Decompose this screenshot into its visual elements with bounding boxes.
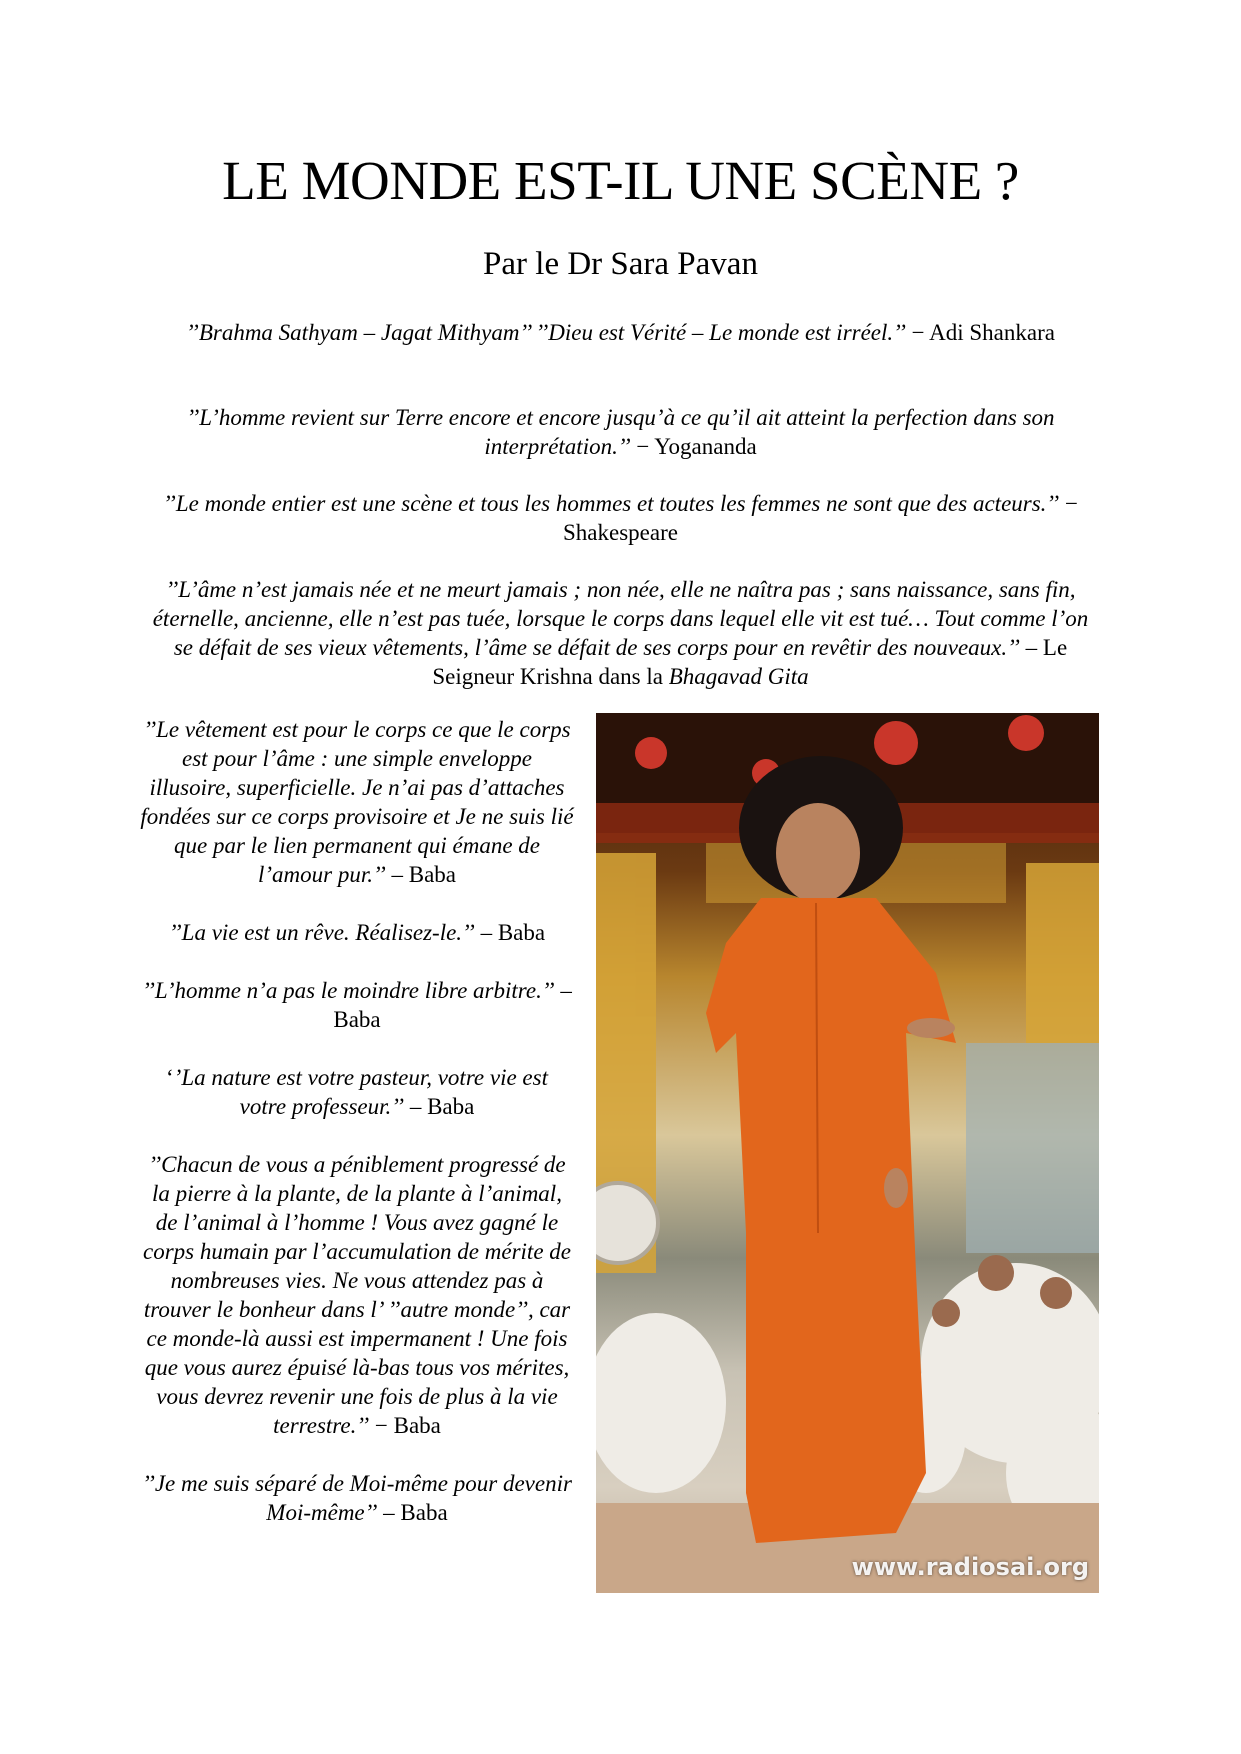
baba-quote [140, 715, 574, 889]
quote-lead-mark: ‘ [166, 1065, 174, 1090]
quote-text: ’’L’homme n’a pas le moindre libre arbitre.’’ [142, 978, 555, 1003]
quote-attribution: – Baba [474, 920, 546, 945]
quote-attribution: − Baba [369, 1413, 441, 1438]
epigraph-attribution: − Adi Shankara [905, 320, 1055, 345]
quote-attribution: – Baba [404, 1094, 475, 1119]
author-line: Par le Dr Sara Pavan [483, 246, 758, 282]
epigraph-text: ’’Brahma Sathyam – Jagat Mithyam’’ ’’Dieu est Vérité – Le monde est irréel.’’ [186, 320, 906, 345]
quote-text: ’’Je me suis séparé de Moi-même pour devenir Moi-même’’ [142, 1471, 572, 1525]
epigraph-text: ’’L’homme revient sur Terre encore et encore jusqu’à ce qu’il ait atteint la perfection dans son interprétation.’’ [186, 405, 1055, 459]
epigraph-text: ’’L’âme n’est jamais née et ne meurt jamais ; non née, elle ne naîtra pas ; sans naissance, sans fin, éternelle, ancienne, elle n’est pas tuée, lorsque le corps dans lequel elle vit est tué… Tout comme l’on se défait de ses vieux vêtements, l’âme se défait de ses corps pour en revêtir des nouveaux.’’ [152, 577, 1089, 660]
baba-quote [140, 1469, 574, 1527]
robe-shape [706, 898, 956, 1543]
epigraph-attribution: – Le Seigneur Krishna dans la [432, 635, 1068, 689]
epigraph-text: ’’Le monde entier est une scène et tous les hommes et toutes les femmes ne sont que des acteurs.’’ [163, 491, 1060, 516]
baba-quote [140, 1063, 574, 1121]
quote-attribution: – Baba [377, 1500, 448, 1525]
portrait-photo [596, 713, 1099, 1593]
page-title: LE MONDE EST-IL UNE SCÈNE ? [222, 150, 1019, 211]
epigraph-adi-shankara [150, 318, 1091, 347]
baba-quote [140, 976, 574, 1034]
epigraph-yogananda [150, 403, 1091, 461]
photo-watermark: www.radiosai.org [851, 1553, 1089, 1581]
quote-attribution: – Baba [385, 862, 457, 887]
epigraph-krishna [150, 575, 1091, 691]
quote-text: ’’Le vêtement est pour le corps ce que le corps est pour l’âme : une simple enveloppe illusoire, superficielle. Je n’ai pas d’attaches fondées sur ce corps provisoire et Je ne suis lié que par le lien permanent qui émane de l’amour pur.’’ [140, 717, 574, 887]
baba-quotes-column [140, 715, 574, 1556]
epigraph-attribution: − Yogananda [630, 434, 757, 459]
epigraph-attribution: − Shakespeare [563, 491, 1078, 545]
quote-attribution: – Baba [333, 978, 572, 1032]
portrait-illustration [596, 713, 1099, 1593]
quote-text: ’’Chacun de vous a péniblement progressé de la pierre à la plante, de la plante à l’animal, de l’animal à l’homme ! Vous avez gagné le corps humain par l’accumulation de mérite de nombreuses vies. Ne vous attendez pas à trouver le bonheur dans l’ ’’autre monde’’, car ce monde-là aussi est impermanent ! Une fois que vous aurez épuisé là-bas tous vos mérites, vous devrez revenir une fois de plus à la vie terrestre.’’ [143, 1152, 571, 1438]
quote-text: ’’La vie est un rêve. Réalisez-le.’’ [168, 920, 475, 945]
epigraph-source: Bhagavad Gita [668, 664, 809, 689]
baba-quote [140, 918, 574, 947]
epigraph-shakespeare [150, 489, 1091, 547]
baba-quote [140, 1150, 574, 1440]
quote-text: ’La nature est votre pasteur, votre vie est votre professeur.’’ [173, 1065, 548, 1119]
